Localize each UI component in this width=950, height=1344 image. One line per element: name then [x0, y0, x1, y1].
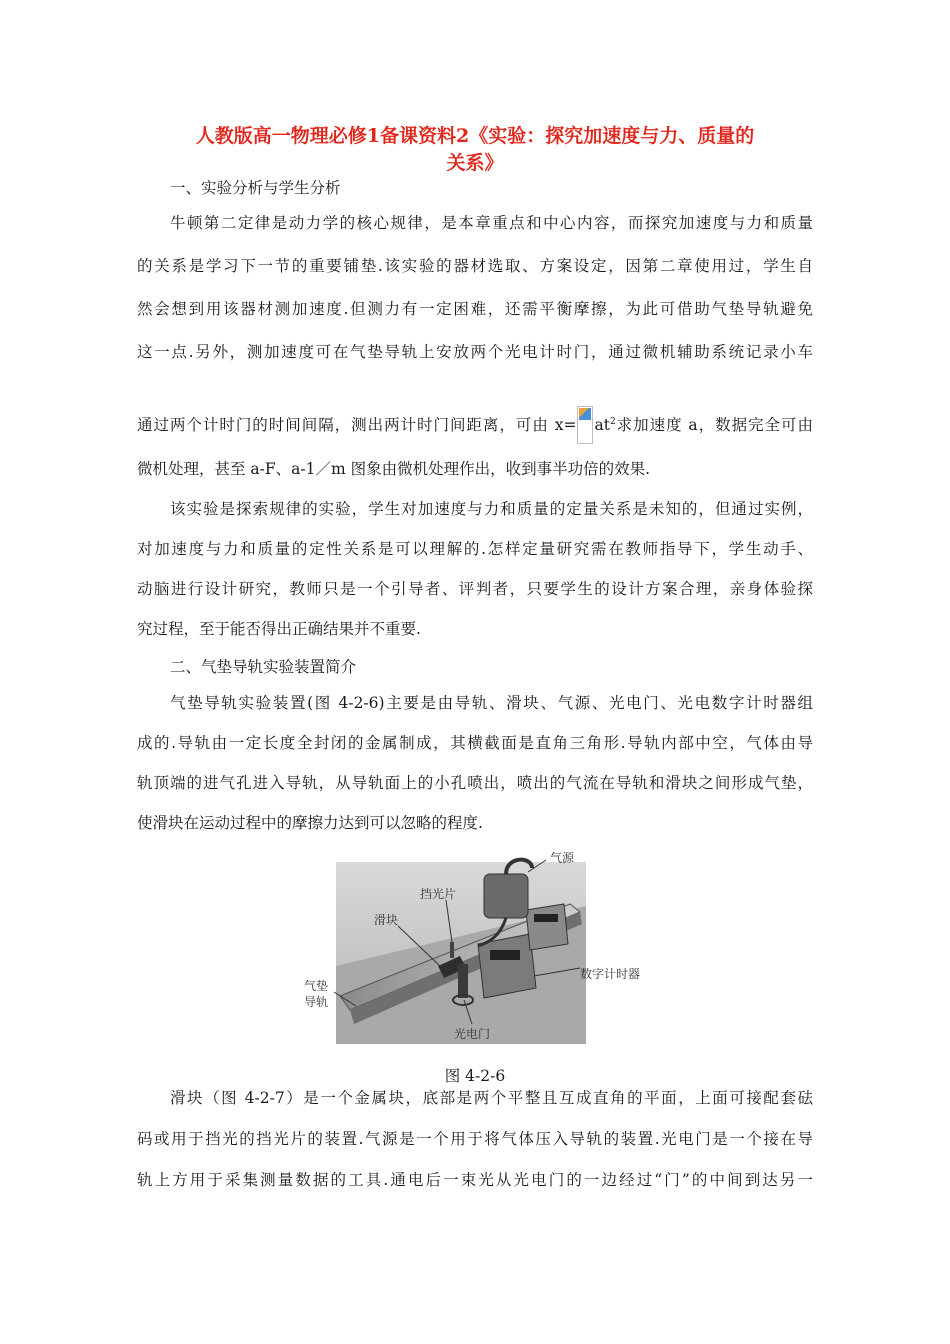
paragraph-4-line-3: 轨上方用于采集测量数据的工具.通电后一束光从光电门的一边经过“门”的中间到达另一 [137, 1171, 813, 1189]
paragraph-3-line-2: 成的.导轨由一定长度全封闭的金属制成，其横截面是直角三角形.导轨内部中空，气体由导 [137, 734, 813, 752]
paragraph-3-line-1: 气垫导轨实验装置(图 4-2-6)主要是由导轨、滑块、气源、光电门、光电数字计时器组 [170, 694, 813, 712]
label-air-track-2: 导轨 [304, 995, 329, 1009]
shade-plate [450, 942, 454, 958]
paragraph-3-line-4: 使滑块在运动过程中的摩擦力达到可以忽略的程度. [137, 814, 483, 832]
paragraph-3-line-3: 轨顶端的进气孔进入导轨，从导轨面上的小孔喷出，喷出的气流在导轨和滑块之间形成气垫， [137, 774, 813, 792]
paragraph-2-line-3: 动脑进行设计研究，教师只是一个引导者、评判者，只要学生的设计方案合理，亲身体验探 [137, 580, 813, 598]
photogate-body [458, 964, 468, 998]
paragraph-1-line-1: 牛顿第二定律是动力学的核心规律，是本章重点和中心内容，而探究加速度与力和质量 [170, 214, 813, 232]
document-title-line-1: 人教版高一物理必修1备课资料2《实验：探究加速度与力、质量的 [195, 125, 755, 147]
timer-display-2 [534, 914, 558, 922]
air-track-apparatus-figure [300, 846, 660, 1046]
air-source-blower [484, 874, 528, 918]
label-slider: 滑块 [374, 913, 399, 927]
paragraph-2-line-4: 究过程，至于能否得出正确结果并不重要. [137, 620, 421, 638]
label-digital-timer: 数字计时器 [580, 967, 641, 981]
formula-line: 通过两个计时门的时间间隔，测出两计时门间距离，可由 x= $at^2$求加速度 a，数据完全可由 [137, 406, 813, 444]
formula-image-placeholder-icon [577, 406, 593, 444]
paragraph-2-line-1: 该实验是探索规律的实验，学生对加速度与力和质量的定量关系是未知的，但通过实例， [170, 500, 813, 518]
label-shade: 挡光片 [420, 887, 457, 901]
paragraph-2-line-2: 对加速度与力和质量的定性关系是可以理解的.怎样定量研究需在教师指导下，学生动手、 [137, 540, 813, 558]
paragraph-4-line-2: 码或用于挡光的挡光片的装置.气源是一个用于将气体压入导轨的装置.光电门是一个接在导 [137, 1130, 813, 1148]
digital-timer-2 [526, 904, 568, 950]
paragraph-1-end: 微机处理，甚至 a-F、a-1／m 图象由微机处理作出，收到事半功倍的效果. [137, 460, 651, 478]
paragraph-1-line-4: 这一点.另外，测加速度可在气垫导轨上安放两个光电计时门，通过微机辅助系统记录小车 [137, 343, 813, 361]
label-air-source: 气源 [550, 851, 575, 865]
figure-caption: 图 4-2-6 [444, 1066, 506, 1085]
section-2-heading: 二、气垫导轨实验装置简介 [170, 658, 357, 676]
timer-display-1 [490, 950, 520, 960]
section-1-heading: 一、实验分析与学生分析 [170, 179, 341, 197]
paragraph-1-line-3: 然会想到用该器材测加速度.但测力有一定困难，还需平衡摩擦，为此可借助气垫导轨避免 [137, 300, 813, 318]
label-photogate: 光电门 [454, 1027, 491, 1041]
label-air-track-1: 气垫 [304, 979, 329, 993]
paragraph-4-line-1: 滑块（图 4-2-7）是一个金属块，底部是两个平整且互成直角的平面，上面可接配套砝 [170, 1089, 813, 1107]
document-title-line-2: 关系》 [446, 152, 504, 174]
paragraph-1-line-2: 的关系是学习下一节的重要铺垫.该实验的器材选取、方案设定，因第二章使用过，学生自 [137, 257, 813, 275]
